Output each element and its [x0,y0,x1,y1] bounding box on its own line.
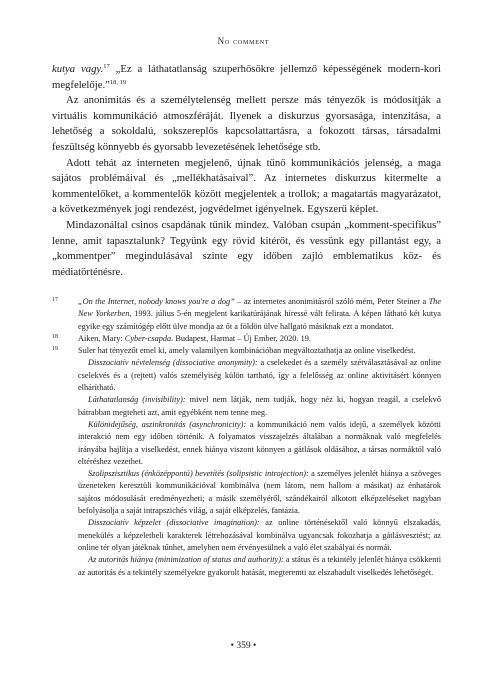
footnote-number: 18 [52,333,58,340]
page-number: • 359 • [230,641,257,651]
main-text [52,62,441,280]
factor-term: Disszociatív képzelet (dissociative imagination): [88,518,260,528]
footnote-19 [52,345,441,357]
factor-item [52,517,441,554]
factor-desc: mivel nem látják, nem tudják, hogy néz ki, hogyan reagál, a cselekvő bátrabban megteheti azt, amit egyébként nem tenne meg. [78,395,441,417]
italic-phrase: kutya vagy. [52,63,104,75]
paragraph-continuation [52,62,441,93]
footnote-text: Suler hat tényezőt emel ki, amely valamilyen kombinációban megváltoztathatja az online viselkedést. [78,346,416,356]
factor-item [52,357,441,394]
factor-desc: a kommunikáció nem valós idejű, a személyek közötti interakció nem egy időben történik. A folyamatos visszajelzés általában a normáknak való megfelelés irányába hajlítja a viselkedést, ennek hiánya viszont könnyen a gátlások oldásához, a társas normáktól való eltéréshez vezethet. [78,419,441,466]
footnote-number: 19 [52,346,58,353]
factor-item [52,468,441,517]
paragraph-2: Az anonimitás és a személytelenség mellett persze más tényezők is módosítják a virtuális kommunikáció atmoszféráját. Ilyenek a diskurzus gyorsasága, intenzitása, a lehetőség a sokoldalú, sokszereplős kapcsolattartásra, a fokozott társas, társadalmi feszültség könnyebb és gyorsabb levezetésének lehetősége stb. [52,94,441,153]
factor-term: Különidejűség, aszinkronitás (asynchronicity): [88,419,247,429]
running-header: No comment [217,36,270,46]
factor-item [52,394,441,419]
footnote-text: – az internetes anonimitásról szóló mém, Peter Steiner a [234,297,429,306]
paragraph-3: Adott tehát az interneten megjelenő, újnak tűnő kommunikációs jelenség, a maga sajátos problémáival és „mellékhatásaival”. Az internetes diskurzus kitermelte a kommentelőket, a kommentelők között megjelentek a trollok; a magatartás magyarázatot, a következmények jogi rendezést, jogvédelmet igényelnek. Egyszerű képlet. [52,156,441,216]
footnote-text: Aiken, Mary: [78,333,125,343]
footnotes [52,296,441,579]
footnote-18 [52,333,441,345]
footnote-ref-18-19[interactable]: 18, 19 [109,78,127,86]
factor-term: Disszociatív névtelenség (dissociative anonymity): [88,358,258,368]
footnote-text: . Budapest, Harmat – Új Ember, 2020. 19. [171,333,311,343]
book-title: Cyber-csapda [124,333,172,343]
factor-item [52,419,441,468]
factor-desc: az online történésektől való könnyű elszakadás, menekülés a képzeletbeli karakterek létrehozásával kombinálva ugyancsak fokozhatja a gátlásvesztést; az online tér olyan játéknak tűnhet, amelyben nem érvényesülnek a való élet szabályai és normái. [78,518,441,552]
factor-desc: a személyes jelenlét hiánya a szöveges üzeneteken keresztüli kommunikációval kombinálva (nem látom, nem hallom a másikat) az énhatárok sajátos módosulását eredményezheti; a másik személyéről, szándékairól alkotott elképzeléseket nagyban befolyásolja a saját intrapszichés világ, a saját elképzelés, fantázia. [78,469,442,516]
factor-term: Szolipszisztikus (énközéppontú) bevetítés (solipsistic introjection): [88,469,309,479]
paragraph-4: Mindazonáltal csinos csapdának tűnik mindez. Valóban csupán „komment-specifikus” lenne, amit tapasztalunk? Tegyünk egy rövid kitérőt, és vessünk egy pillantást egy, a „kommentper” megindulásával szinte egy időben zajló emblematikus köz- és médiatörténésre. [52,218,441,278]
footnote-text: , 1993. július 5-én megjelent karikatúrájának híressé vált felirata. A képen látható két kutya egyike egy számítógép előtt ülve mondja az őt a földön ülve hallgató másiknak ezt a mondatot. [78,309,441,331]
footnote-number: 17 [52,297,58,303]
magazine-title: The New Yorkerben [78,297,442,319]
footnote-ref-17[interactable]: 17 [103,63,110,70]
factor-term: Az autoritás hiánya (minimization of status and authority): [88,555,284,565]
factor-term: Láthatatlanság (invisibility): [88,395,186,405]
factor-desc: a státus és a tekintély jelenlét hiánya csökkenti az autoritás és a tekintély személyekre gyakorolt hatását, megteremti az elszabadult viselkedés lehetőségét. [78,555,441,577]
factor-item [52,554,441,579]
footnote-17 [52,296,441,333]
quote-text: „Ez a láthatatlanság szuperhősökre jellemző képességének modern-kori megfelelője.” [52,63,441,91]
factor-desc: a cselekedet és a személy szétválasztásával az online cselekvés és a (rejtett) valós személyiség külön tartható, így a felelősség az online aktivitásért könnyen elhárítható. [78,358,441,393]
footnote-title: „On the Internet, nobody knows you're a dog” [78,297,235,306]
